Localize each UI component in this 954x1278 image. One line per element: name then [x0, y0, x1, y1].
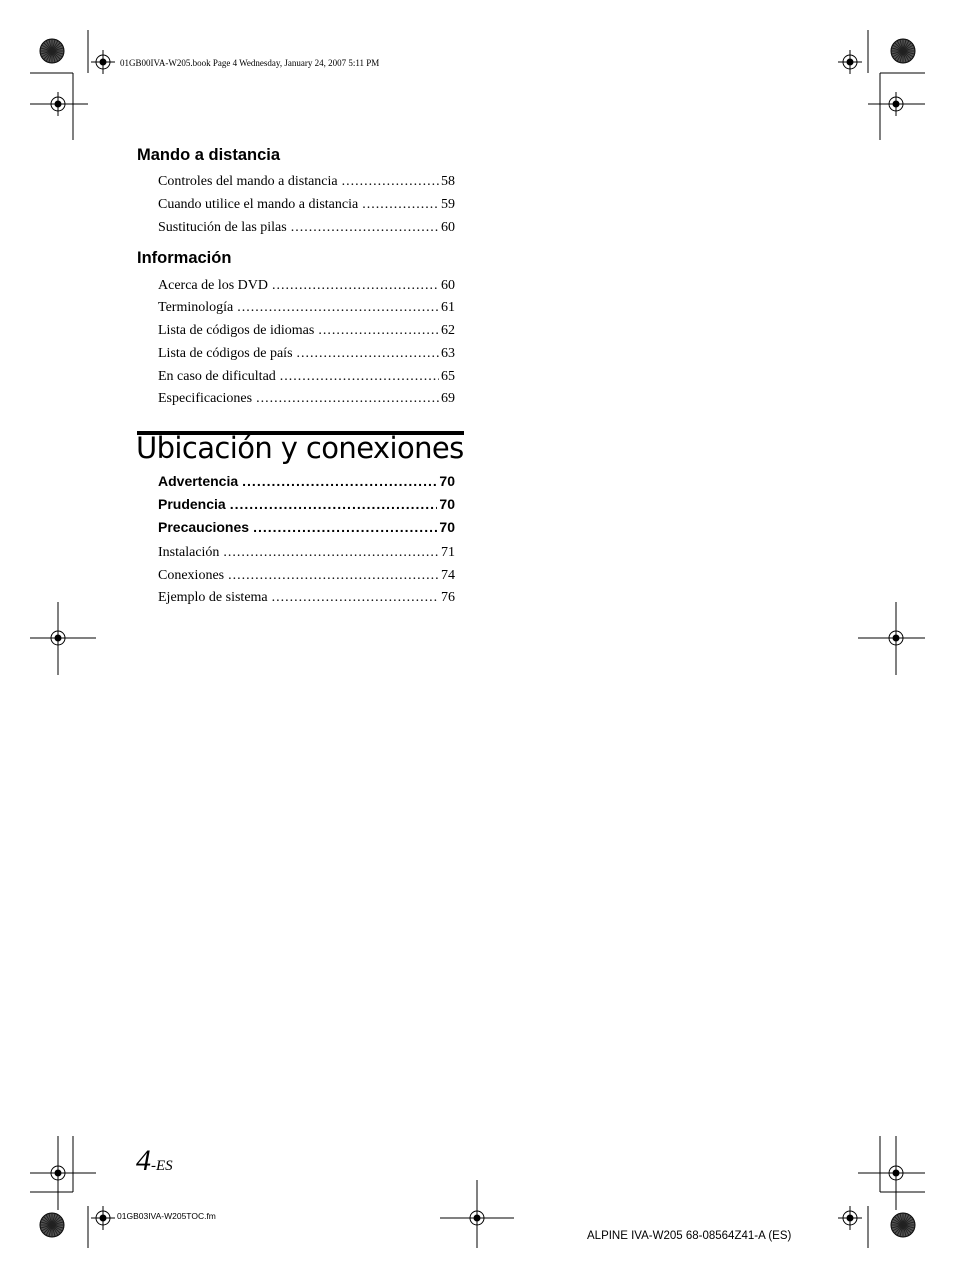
- toc-entry-label: Acerca de los DVD: [158, 278, 269, 293]
- header-file-info: 01GB00IVA-W205.book Page 4 Wednesday, January 24, 2007 5:11 PM: [120, 58, 380, 68]
- toc-leader: [297, 345, 439, 363]
- footer-model: ALPINE IVA-W205 68-08564Z41-A (ES): [587, 1230, 792, 1242]
- toc-leader: [318, 322, 439, 340]
- toc-entry-page: 70: [439, 473, 455, 489]
- toc-entry[interactable]: [158, 390, 455, 408]
- toc-leader: [291, 219, 439, 237]
- toc-entry-label: Prudencia: [158, 496, 226, 512]
- toc-leader: [272, 277, 439, 295]
- toc-leader: [223, 544, 439, 562]
- toc-entry[interactable]: [158, 299, 455, 317]
- footer-file: 01GB03IVA-W205TOC.fm: [117, 1211, 216, 1221]
- toc-entry-label: Controles del mando a distancia: [158, 174, 338, 189]
- toc-entry-bold[interactable]: [158, 518, 455, 536]
- toc-leader: [272, 589, 439, 607]
- toc-leader: [362, 196, 439, 214]
- toc-entry[interactable]: [158, 368, 455, 386]
- toc-leader: [256, 390, 439, 408]
- toc-entry-label: Conexiones: [158, 568, 225, 583]
- toc-entry-page: 58: [441, 174, 455, 189]
- toc-entry-label: En caso de dificultad: [158, 369, 276, 384]
- toc-entry[interactable]: [158, 277, 455, 295]
- toc-entry[interactable]: [158, 567, 455, 585]
- toc-entry-page: 60: [441, 278, 455, 293]
- toc-leader: [280, 368, 439, 386]
- toc-leader: [237, 299, 439, 317]
- toc-entry-label: Terminología: [158, 300, 234, 315]
- toc-entry[interactable]: [158, 196, 455, 214]
- toc-leader: [342, 173, 439, 191]
- toc-entry-page: 65: [441, 369, 455, 384]
- toc-leader: [228, 567, 439, 585]
- toc-entry[interactable]: [158, 322, 455, 340]
- toc-entry-page: 71: [441, 545, 455, 560]
- page-number-suffix: -ES: [151, 1158, 173, 1174]
- toc-leader: [242, 472, 437, 490]
- toc-entry-page: 70: [439, 496, 455, 512]
- toc-entry-label: Precauciones: [158, 519, 250, 535]
- toc-entry-label: Instalación: [158, 545, 220, 560]
- chapter-title: Ubicación y conexiones: [136, 431, 464, 465]
- toc-entry-page: 61: [441, 300, 455, 315]
- toc-entry[interactable]: [158, 589, 455, 607]
- toc-entry-page: 59: [441, 197, 455, 212]
- toc-entry-label: Advertencia: [158, 473, 239, 489]
- toc-entry-label: Lista de códigos de idiomas: [158, 323, 315, 338]
- toc-entry[interactable]: [158, 173, 455, 191]
- toc-entry-bold[interactable]: [158, 495, 455, 513]
- toc-entry-label: Cuando utilice el mando a distancia: [158, 197, 359, 212]
- toc-entry-page: 69: [441, 391, 455, 406]
- page-number: [136, 1144, 173, 1178]
- page-number-digit: 4: [136, 1144, 151, 1177]
- section-title-mando: Mando a distancia: [137, 146, 281, 164]
- toc-entry-page: 63: [441, 346, 455, 361]
- section-title-informacion: Información: [137, 249, 232, 267]
- toc-entry-page: 74: [441, 568, 455, 583]
- toc-entry-page: 70: [439, 519, 455, 535]
- toc-entry-label: Especificaciones: [158, 391, 253, 406]
- toc-entry[interactable]: [158, 544, 455, 562]
- toc-entry-bold[interactable]: [158, 472, 455, 490]
- toc-leader: [253, 518, 437, 536]
- toc-entry-label: Sustitución de las pilas: [158, 220, 287, 235]
- toc-entry-page: 76: [441, 590, 455, 605]
- toc-entry-label: Ejemplo de sistema: [158, 590, 268, 605]
- toc-entry-label: Lista de códigos de país: [158, 346, 293, 361]
- toc-entry-page: 60: [441, 220, 455, 235]
- toc-entry[interactable]: [158, 219, 455, 237]
- toc-leader: [230, 495, 438, 513]
- toc-entry-page: 62: [441, 323, 455, 338]
- toc-entry[interactable]: [158, 345, 455, 363]
